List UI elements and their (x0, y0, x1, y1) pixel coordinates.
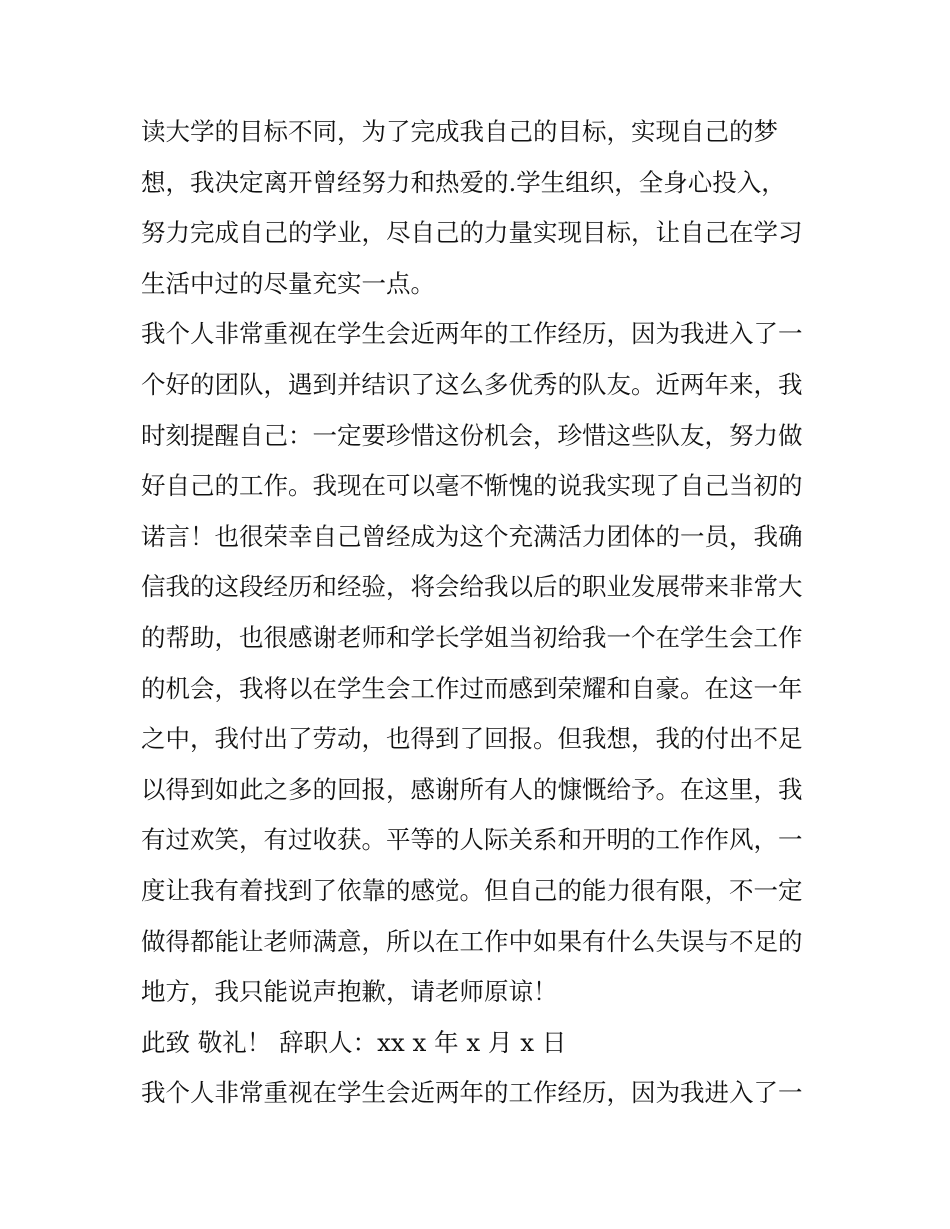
signature-line: 此致 敬礼！ 辞职人：xx x 年 x 月 x 日 (141, 1027, 567, 1057)
text-line: 好自己的工作。我现在可以毫不惭愧的说我实现了自己当初的 (141, 471, 803, 501)
text-line: 的机会，我将以在学生会工作过而感到荣耀和自豪。在这一年 (141, 673, 803, 703)
text-line: 努力完成自己的学业，尽自己的力量实现目标，让自己在学习 (141, 218, 803, 248)
text-line: 我个人非常重视在学生会近两年的工作经历，因为我进入了一 (141, 1078, 803, 1108)
text-line: 地方，我只能说声抱歉，请老师原谅！ (141, 977, 558, 1007)
text-line: 以得到如此之多的回报，感谢所有人的慷慨给予。在这里，我 (141, 774, 803, 804)
text-line: 想，我决定离开曾经努力和热爱的.学生组织，全身心投入， (141, 167, 786, 197)
text-line: 有过欢笑，有过收获。平等的人际关系和开明的工作作风，一 (141, 825, 803, 855)
text-line: 之中，我付出了劳动，也得到了回报。但我想，我的付出不足 (141, 724, 803, 754)
text-line: 信我的这段经历和经验，将会给我以后的职业发展带来非常大 (141, 572, 803, 602)
text-line: 时刻提醒自己：一定要珍惜这份机会，珍惜这些队友，努力做 (141, 420, 803, 450)
document-body (141, 107, 813, 1119)
text-line: 读大学的目标不同，为了完成我自己的目标，实现自己的梦 (141, 117, 778, 146)
text-line: 做得都能让老师满意，所以在工作中如果有什么失误与不足的 (141, 926, 803, 956)
text-line: 的帮助，也很感谢老师和学长学姐当初给我一个在学生会工作 (141, 622, 803, 652)
text-line: 我个人非常重视在学生会近两年的工作经历，因为我进入了一 (141, 319, 803, 349)
text-line: 生活中过的尽量充实一点。 (141, 268, 435, 298)
text-line: 个好的团队，遇到并结识了这么多优秀的队友。近两年来，我 (141, 369, 803, 399)
text-line: 度让我有着找到了依靠的感觉。但自己的能力很有限，不一定 (141, 875, 803, 905)
text-line: 诺言！也很荣幸自己曾经成为这个充满活力团体的一员，我确 (141, 521, 803, 551)
